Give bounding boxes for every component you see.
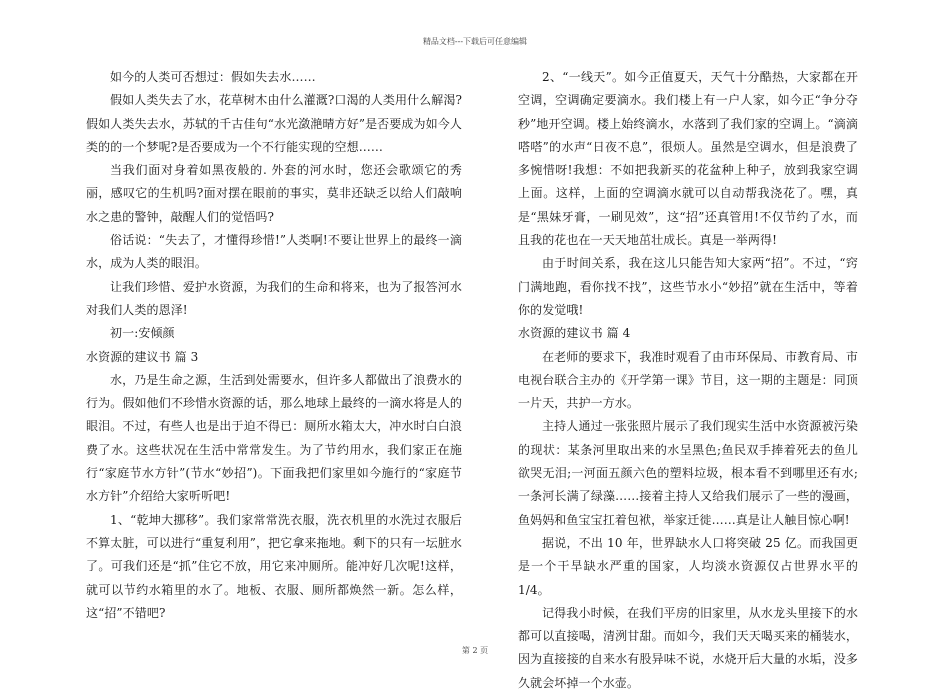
page-header: 精品文档---下载后可任意编辑 (422, 37, 528, 46)
page-number: 第 2 页 (461, 646, 489, 655)
paragraph: 在老师的要求下，我准时观看了由市环保局、市教育局、市电视台联合主办的《开学第一课》节目，这一期的主题是：同顶一片天，共护一方水。 (518, 349, 858, 411)
right-column (518, 66, 858, 695)
paragraph: 据说，不出 10 年，世界缺水人口将突破 25 亿。而我国更是一个干旱缺水严重的国家，人均淡水资源仅占世界水平的 1/4。 (518, 535, 858, 597)
paragraph: 如今的人类可否想过：假如失去水…… (110, 70, 316, 84)
paragraph: 假如人类失去了水，花草树木由什么灌溉?口渴的人类用什么解渴?假如人类失去水，苏轼的千古佳句“水光潋滟晴方好”是否要成为如今人类的的一个梦呢?是否要成为一个不行能实现的空想…… (86, 93, 462, 154)
section-heading: 水资源的建议书 篇 3 (86, 349, 199, 364)
paragraph: 让我们珍惜、爱护水资源，为我们的生命和将来，也为了报答河水对我们人类的恩泽! (86, 279, 462, 317)
section-heading: 水资源的建议书 篇 4 (518, 326, 631, 341)
paragraph: 主持人通过一张张照片展示了我们现实生活中水资源被污染的现状：某条河里取出来的水呈黑色;鱼民双手捧着死去的鱼儿欲哭无泪;一河面五颜六色的塑料垃圾，根本看不到哪里还有水;一条河长满了绿藻……接着主持人又给我们展示了一些的漫画，鱼妈妈和鱼宝宝扛着包袱，举家迁徙……真是让人触目惊心啊! (518, 419, 858, 527)
paragraph: 水，乃是生命之源，生活到处需要水，但许多人都做出了浪费水的行为。假如他们不珍惜水资源的话，那么地球上最终的一滴水将是人的眼泪。不过，有些人也是出于迫不得已：厕所水箱太大，冲水时白白浪费了水。这些状况在生活中常常发生。为了节约用水，我们家正在施行“家庭节水方针”(节水“妙招”)。下面我把们家里如今施行的“家庭节水方针”介绍给大家听听吧! (86, 372, 462, 504)
paragraph: 俗话说：“失去了，才懂得珍惜!”人类啊!不要让世界上的最终一滴水，成为人类的眼泪。 (86, 233, 462, 271)
paragraph: 当我们面对身着如黑夜般的. 外套的河水时，您还会歌颂它的秀丽，感叹它的生机吗?面对摆在眼前的事实，莫非还缺乏以给人们敲响水之患的警钟，敲醒人们的觉悟吗? (86, 163, 462, 224)
paragraph: 2、“一线天”。如今正值夏天，天气十分酷热，大家都在开空调，空调确定要滴水。我们楼上有一户人家，如今正“争分夺秒”地开空调。楼上始终滴水，水落到了我们家的空调上。“滴滴嗒嗒”的水声“日夜不息”，很烦人。虽然是空调水，但是浪费了多惋惜呀!我想：不如把我新买的花盆种上种子，放到我家空调上面。这样，上面的空调滴水就可以自动帮我浇花了。嘿，真是“黑妹牙膏，一刷见效”，这“招”还真管用!不仅节约了水，而且我的花也在一天天地茁壮成长。真是一举两得! (518, 70, 858, 248)
paragraph: 由于时间关系，我在这儿只能告知大家两“招”。不过，“窍门满地跑，看你找不找”，这些节水小“妙招”就在生活中，等着你的发觉哦! (518, 256, 858, 317)
left-column (86, 66, 462, 625)
paragraph: 记得我小时候，在我们平房的旧家里，从水龙头里接下的水都可以直接喝，清洌甘甜。而如今，我们天天喝买来的桶装水，因为直接接的自来水有股异味不说，水烧开后大量的水垢，没多久就会坏掉一个水壶。 (518, 605, 858, 690)
author-line: 初一:安倾颜 (110, 326, 175, 341)
paragraph: 1、“乾坤大挪移”。我们家常常洗衣服，洗衣机里的水洗过衣服后不算太脏，可以进行“重复利用”，把它拿来拖地。剩下的只有一坛脏水了。可我们还是“抓”住它不放，用它来冲厕所。能冲好几次呢!这样，就可以节约水箱里的水了。地板、衣服、厕所都焕然一新。怎么样，这“招”不错吧? (86, 512, 462, 620)
